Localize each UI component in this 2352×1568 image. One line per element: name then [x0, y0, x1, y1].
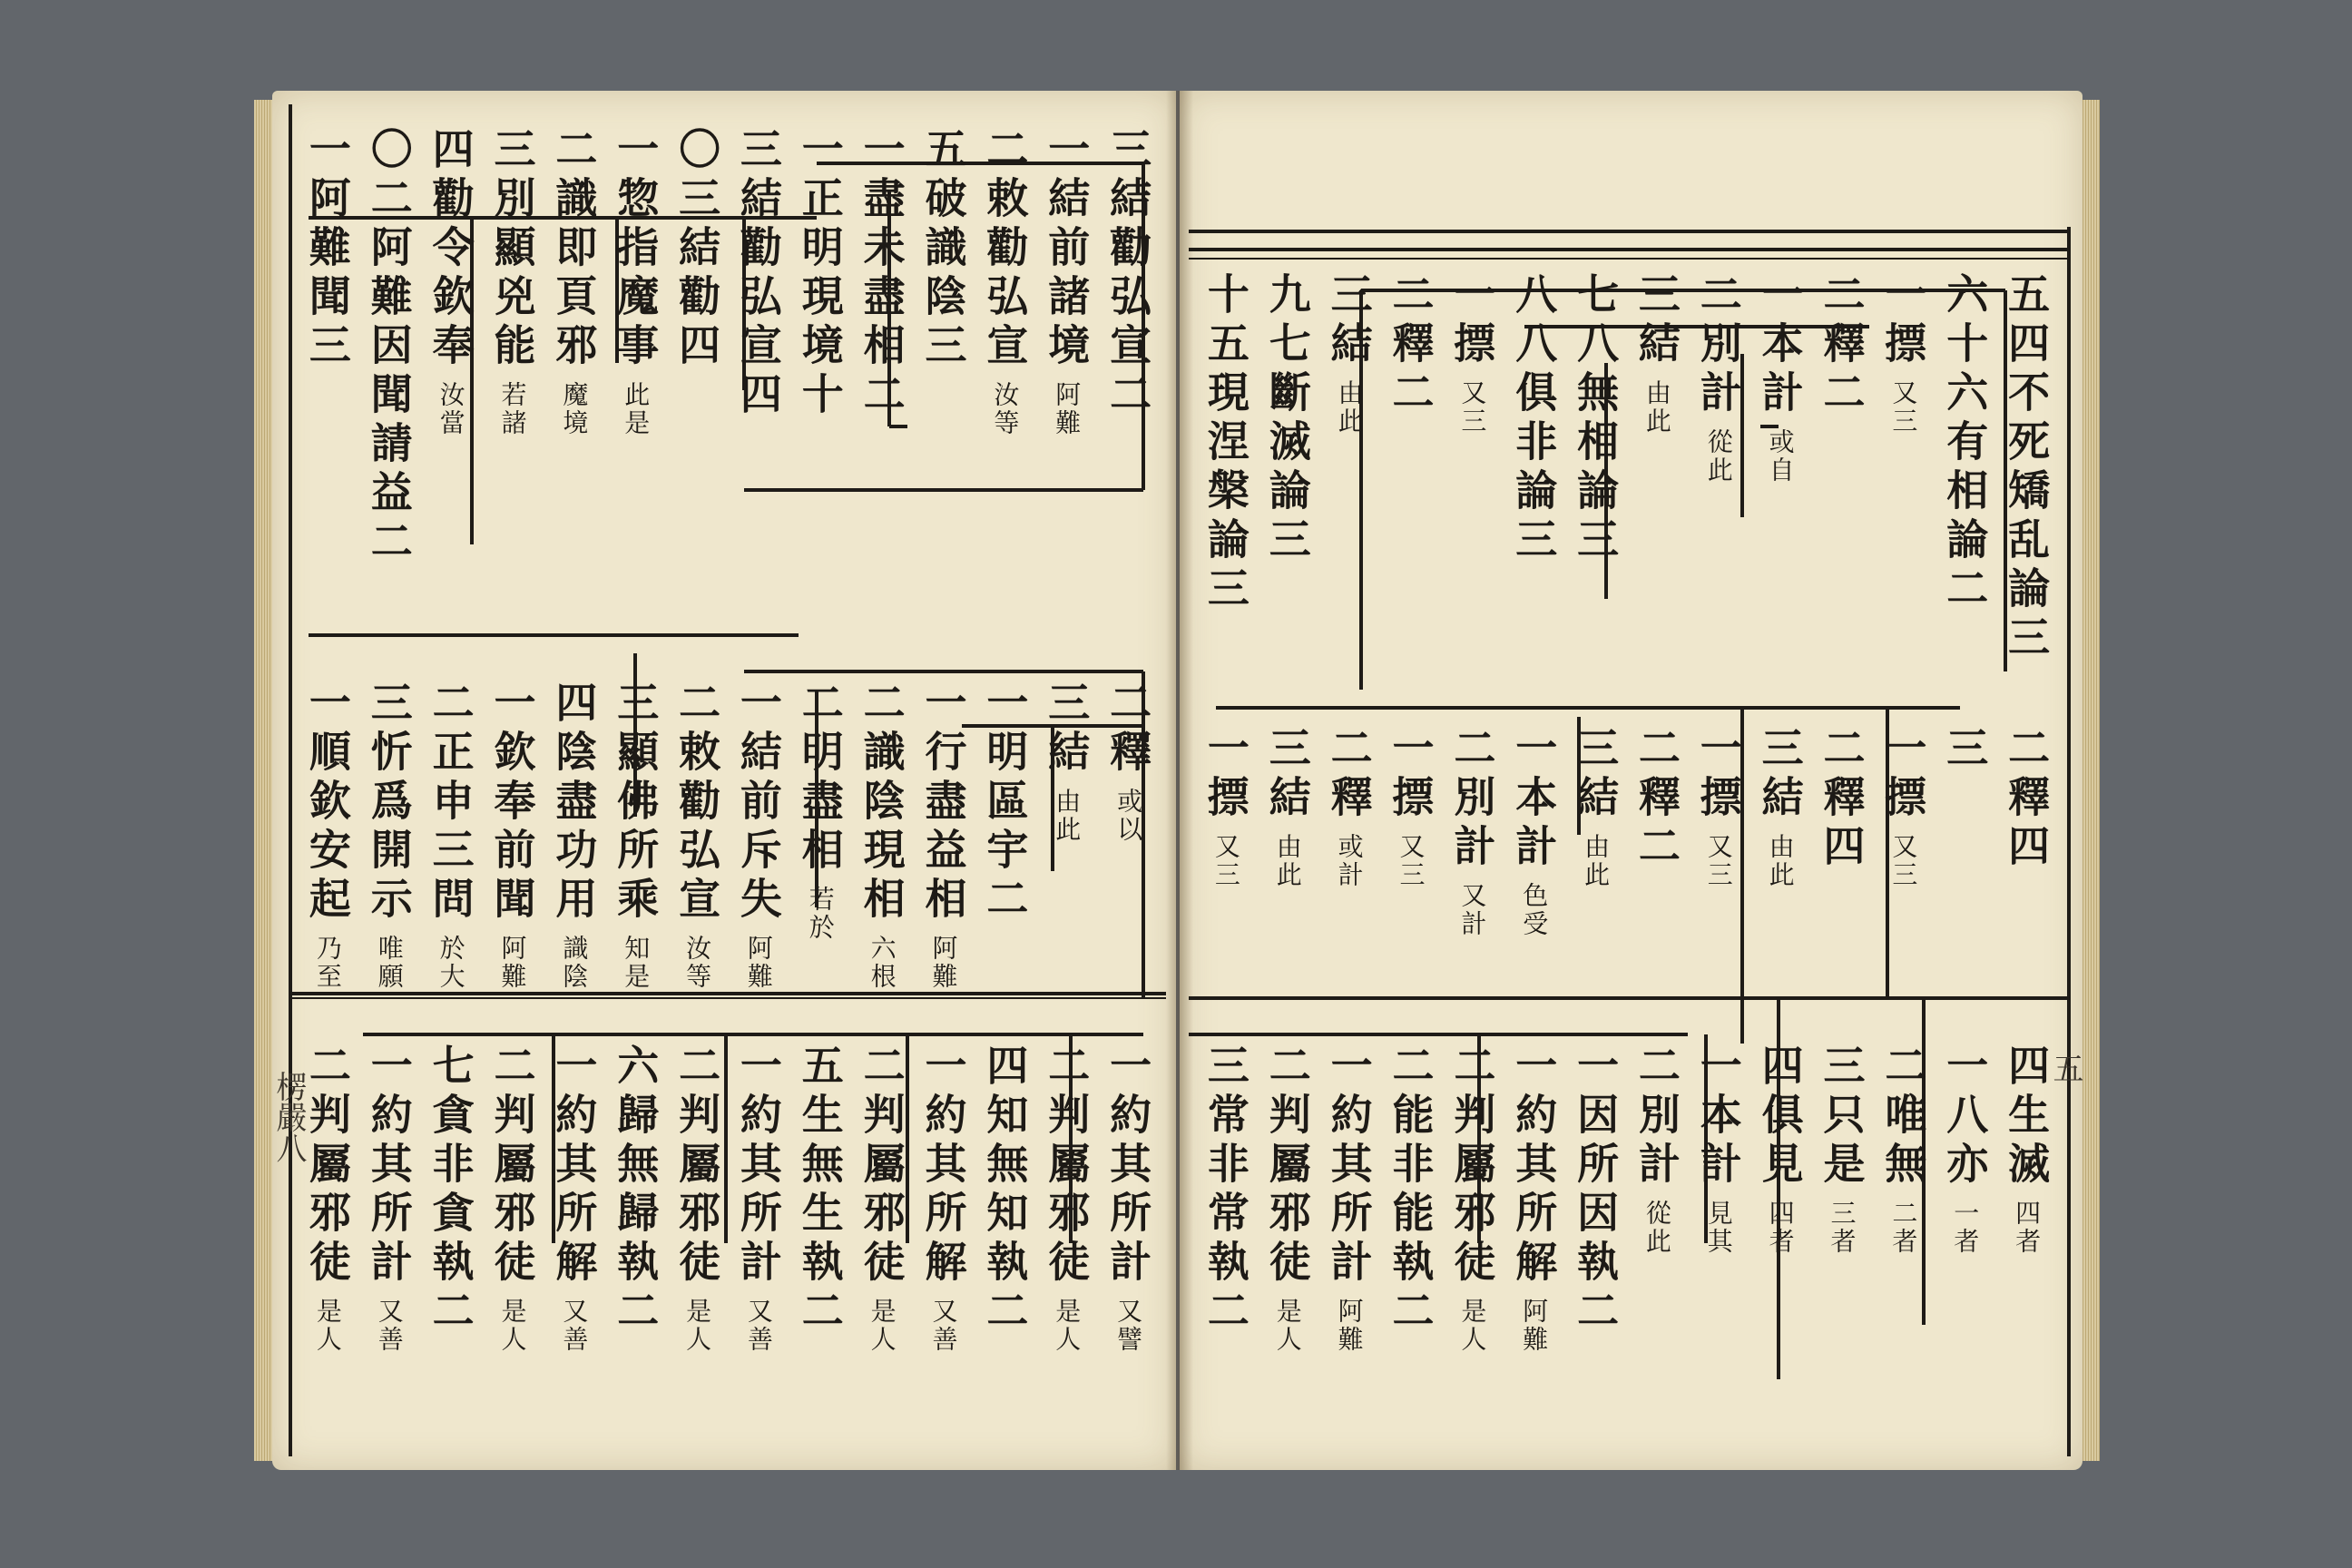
entry-note: 阿難: [1334, 1298, 1365, 1354]
entry-label: 十五現涅槃論三: [1200, 272, 1250, 615]
entry-label: 三結勸弘宣四: [733, 127, 783, 421]
left-top-entry-6: [733, 127, 783, 421]
left-folio-mark: 楞嚴八: [270, 1071, 307, 1163]
entry-label: 一本計: [1693, 1044, 1743, 1191]
right-bottom-entry-11: [1324, 1044, 1374, 1354]
entry-label: 二識即頁邪: [549, 127, 599, 372]
right-top-entry-3: [1817, 272, 1867, 419]
left-top-entry-10: [487, 127, 537, 437]
entry-label: 八八俱非論三: [1509, 272, 1559, 566]
right-bottom-entry-10: [1386, 1044, 1436, 1338]
entry-note: 若諸: [497, 381, 528, 437]
entry-label: 一本計: [1509, 726, 1559, 873]
entry-note: 或自: [1765, 428, 1796, 485]
entry-note: 此是: [621, 381, 652, 437]
entry-label: 二判屬邪徒: [1447, 1044, 1497, 1289]
entry-label: 一明區宇二: [980, 681, 1030, 926]
right-middle-entry-7: [1571, 726, 1621, 889]
entry-note: 汝當: [436, 381, 466, 437]
entry-label: 二判屬邪徒: [1262, 1044, 1312, 1289]
left-bottom-entry-9: [549, 1044, 599, 1354]
entry-label: 一約其所計: [364, 1044, 414, 1289]
left-top-entry-1: [1042, 127, 1092, 437]
right-bottom-entry-0: [2002, 1044, 2052, 1256]
entry-note: 由此: [1642, 379, 1672, 436]
right-middle-entry-0: [2002, 726, 2052, 873]
entry-note: 或計: [1334, 833, 1365, 889]
entry-label: 一約其所解: [918, 1044, 968, 1289]
entry-note: 阿難: [1052, 381, 1083, 437]
book-spread: [272, 91, 2087, 1470]
entry-label: 一摽: [1878, 726, 1928, 824]
entry-note: 又譬: [1113, 1298, 1144, 1354]
entry-label: 二釋四: [2002, 726, 2052, 873]
left-middle-entry-10: [487, 681, 537, 991]
entry-note: 又善: [928, 1298, 959, 1354]
entry-label: 二釋二: [1386, 272, 1436, 419]
left-middle-entry-0: [1103, 681, 1153, 844]
entry-label: 〇三結勸四: [672, 127, 722, 372]
left-top-entry-3: [918, 127, 968, 372]
entry-note: 從此: [1642, 1200, 1672, 1256]
right-middle-entry-3: [1817, 726, 1867, 873]
entry-label: 四俱見: [1755, 1044, 1805, 1191]
entry-label: 二敕勸弘宣: [980, 127, 1030, 372]
right-bottom-entry-3: [1817, 1044, 1867, 1256]
right-bottom-entry-4: [1755, 1044, 1805, 1256]
left-bottom-entry-6: [733, 1044, 783, 1354]
entry-note: 由此: [1052, 788, 1083, 844]
right-middle-entry-13: [1200, 726, 1250, 889]
entry-label: 三結: [1042, 681, 1092, 779]
right-middle-entry-9: [1447, 726, 1497, 938]
left-bottom-entry-4: [857, 1044, 906, 1354]
entry-note: 由此: [1765, 833, 1796, 889]
right-bottom-entry-2: [1878, 1044, 1928, 1256]
entry-label: 二釋二: [1817, 272, 1867, 419]
entry-label: 一摽: [1447, 272, 1497, 370]
left-bottom-entry-8: [611, 1044, 661, 1338]
right-bottom-entry-6: [1632, 1044, 1681, 1256]
entry-label: 二釋: [1324, 726, 1374, 824]
left-bottom-entry-0: [1103, 1044, 1153, 1354]
entry-note: 阿難: [497, 935, 528, 991]
entry-note: 六根: [867, 935, 897, 991]
entry-note: 唯願: [374, 935, 405, 991]
left-bottom-entry-13: [302, 1044, 352, 1354]
left-top-entry-4: [857, 127, 906, 421]
entry-note: 是人: [1272, 1298, 1303, 1354]
right-bottom-entry-7: [1571, 1044, 1621, 1338]
left-top-entry-8: [611, 127, 661, 437]
entry-label: 四生滅: [2002, 1044, 2052, 1191]
left-middle-entry-6: [733, 681, 783, 991]
entry-label: 二釋: [1103, 681, 1153, 779]
left-top-entry-13: [302, 127, 352, 372]
right-bottom-entry-12: [1262, 1044, 1312, 1354]
entry-label: 三結: [1755, 726, 1805, 824]
right-middle-entry-1: [1940, 726, 1990, 775]
entry-label: 二正申三問: [426, 681, 475, 926]
entry-label: 一約其所解: [549, 1044, 599, 1289]
left-middle-entry-11: [426, 681, 475, 991]
entry-label: 二判屬邪徒: [302, 1044, 352, 1289]
left-middle-entry-13: [302, 681, 352, 991]
left-top-entry-12: [364, 127, 414, 568]
entry-label: 五四不死矯乱論三: [2002, 272, 2052, 664]
right-top-entry-2: [1878, 272, 1928, 436]
entry-note: 又三: [1210, 833, 1241, 889]
right-middle-entry-2: [1878, 726, 1928, 889]
entry-note: 或以: [1113, 788, 1144, 844]
right-middle-entry-12: [1262, 726, 1312, 889]
entry-note: 色受: [1519, 882, 1550, 938]
entry-label: 三結: [1632, 272, 1681, 370]
left-bottom-entry-3: [918, 1044, 968, 1354]
left-bottom-entry-7: [672, 1044, 722, 1354]
left-bottom-entry-12: [364, 1044, 414, 1354]
entry-note: 是人: [1052, 1298, 1083, 1354]
left-top-entry-2: [980, 127, 1030, 437]
entry-note: 又計: [1457, 882, 1488, 938]
entry-label: 四勸令欽奉: [426, 127, 475, 372]
entry-label: 二別計: [1693, 272, 1743, 419]
entry-label: 一結前諸境: [1042, 127, 1092, 372]
right-top-entry-7: [1571, 272, 1621, 566]
entry-label: 二判屬邪徒: [487, 1044, 537, 1289]
right-middle-entry-4: [1755, 726, 1805, 889]
entry-label: 七八無相論三: [1571, 272, 1621, 566]
entry-label: 二判屬邪徒: [672, 1044, 722, 1289]
entry-label: 二釋四: [1817, 726, 1867, 873]
entry-label: 四陰盡功用: [549, 681, 599, 926]
left-middle-entry-12: [364, 681, 414, 991]
entry-note: 一者: [1950, 1200, 1981, 1256]
left-middle-entry-4: [857, 681, 906, 991]
entry-label: 一約其所解: [1509, 1044, 1559, 1289]
right-top-entry-10: [1386, 272, 1436, 419]
right-top-entry-12: [1262, 272, 1312, 566]
entry-note: 於大: [436, 935, 466, 991]
entry-label: 一摽: [1200, 726, 1250, 824]
entry-note: 汝等: [682, 935, 713, 991]
entry-note: 又三: [1888, 833, 1919, 889]
entry-note: 若於: [805, 886, 836, 942]
entry-label: 六十六有相論二: [1940, 272, 1990, 615]
left-top-entry-5: [795, 127, 845, 421]
entry-note: 四者: [2012, 1200, 2043, 1256]
entry-label: 一約其所計: [1324, 1044, 1374, 1289]
left-bottom-entry-10: [487, 1044, 537, 1354]
entry-note: 又三: [1396, 833, 1426, 889]
entry-note: 是人: [312, 1298, 343, 1354]
right-bottom-entry-8: [1509, 1044, 1559, 1354]
entry-label: 三常非常執二: [1200, 1044, 1250, 1338]
entry-label: 二判屬邪徒: [1042, 1044, 1092, 1289]
outline-bracket-lines: [272, 91, 2087, 1470]
right-folio-mark: 五: [2047, 1053, 2083, 1083]
right-middle-entry-11: [1324, 726, 1374, 889]
right-top-entry-13: [1200, 272, 1250, 615]
entry-label: 一約其所計: [1103, 1044, 1153, 1289]
left-bottom-entry-2: [980, 1044, 1030, 1338]
right-middle-entry-6: [1632, 726, 1681, 873]
entry-note: 四者: [1765, 1200, 1796, 1256]
entry-label: 三結勸弘宣二: [1103, 127, 1153, 421]
entry-label: 二識陰現相: [857, 681, 906, 926]
entry-label: 二敕勸弘宣: [672, 681, 722, 926]
entry-label: 二明盡相: [795, 681, 845, 877]
right-bottom-entry-9: [1447, 1044, 1497, 1354]
entry-note: 見其: [1703, 1200, 1734, 1256]
entry-note: 又三: [1703, 833, 1734, 889]
entry-label: 一正明現境十: [795, 127, 845, 421]
entry-note: 三者: [1827, 1200, 1857, 1256]
left-middle-entry-5: [795, 681, 845, 942]
left-top-entry-0: [1103, 127, 1153, 421]
entry-label: 一阿難聞三: [302, 127, 352, 372]
right-top-entry-0: [2002, 272, 2052, 664]
left-middle-entry-3: [918, 681, 968, 991]
entry-note: 從此: [1703, 428, 1734, 485]
left-bottom-entry-5: [795, 1044, 845, 1338]
entry-label: 三忻爲開示: [364, 681, 414, 926]
entry-label: 〇二阿難因聞請益二: [364, 127, 414, 568]
left-middle-entry-2: [980, 681, 1030, 926]
entry-label: 一摽: [1878, 272, 1928, 370]
entry-note: 又善: [374, 1298, 405, 1354]
entry-label: 六歸無歸執二: [611, 1044, 661, 1338]
entry-note: 汝等: [990, 381, 1021, 437]
entry-label: 二釋二: [1632, 726, 1681, 873]
left-top-entry-9: [549, 127, 599, 437]
entry-note: 由此: [1581, 833, 1612, 889]
entry-note: 是人: [1457, 1298, 1488, 1354]
entry-label: 一盡未盡相二: [857, 127, 906, 421]
entry-label: 二別計: [1632, 1044, 1681, 1191]
entry-label: 一順欽安起: [302, 681, 352, 926]
entry-note: 是人: [497, 1298, 528, 1354]
left-bottom-entry-11: [426, 1044, 475, 1338]
entry-label: 七貪非貪執二: [426, 1044, 475, 1338]
entry-note: 魔境: [559, 381, 590, 437]
entry-label: 一結前斥失: [733, 681, 783, 926]
entry-note: 又三: [1888, 379, 1919, 436]
entry-label: 五破識陰三: [918, 127, 968, 372]
entry-label: 四知無知執二: [980, 1044, 1030, 1338]
entry-label: 二別計: [1447, 726, 1497, 873]
right-top-entry-8: [1509, 272, 1559, 566]
entry-note: 由此: [1334, 379, 1365, 436]
entry-label: 二唯無: [1878, 1044, 1928, 1191]
right-top-entry-9: [1447, 272, 1497, 436]
entry-note: 乃至: [312, 935, 343, 991]
entry-note: 又善: [743, 1298, 774, 1354]
left-middle-entry-9: [549, 681, 599, 991]
right-middle-entry-8: [1509, 726, 1559, 938]
entry-label: 三別顯兇能: [487, 127, 537, 372]
right-middle-entry-10: [1386, 726, 1436, 889]
right-top-entry-5: [1693, 272, 1743, 485]
left-top-entry-11: [426, 127, 475, 437]
entry-label: 九七斷滅論三: [1262, 272, 1312, 566]
entry-label: 三結: [1571, 726, 1621, 824]
entry-note: 二者: [1888, 1200, 1919, 1256]
entry-label: 二能非能執二: [1386, 1044, 1436, 1338]
entry-label: 一欽奉前聞: [487, 681, 537, 926]
left-bottom-entry-1: [1042, 1044, 1092, 1354]
left-middle-entry-7: [672, 681, 722, 991]
entry-label: 三: [1940, 726, 1990, 775]
left-middle-entry-1: [1042, 681, 1092, 844]
entry-label: 二判屬邪徒: [857, 1044, 906, 1289]
right-top-entry-11: [1324, 272, 1374, 436]
entry-note: 識陰: [559, 935, 590, 991]
entry-note: 由此: [1272, 833, 1303, 889]
right-bottom-entry-13: [1200, 1044, 1250, 1338]
right-middle-entry-5: [1693, 726, 1743, 889]
entry-note: 是人: [682, 1298, 713, 1354]
entry-note: 又三: [1457, 379, 1488, 436]
entry-label: 五生無生執二: [795, 1044, 845, 1338]
right-top-entry-1: [1940, 272, 1990, 615]
entry-label: 一約其所計: [733, 1044, 783, 1289]
entry-label: 一摽: [1693, 726, 1743, 824]
entry-label: 三只是: [1817, 1044, 1867, 1191]
entry-label: 三結: [1262, 726, 1312, 824]
entry-label: 一本計: [1755, 272, 1805, 419]
left-top-entry-7: [672, 127, 722, 372]
entry-label: 一行盡益相: [918, 681, 968, 926]
right-top-entry-6: [1632, 272, 1681, 436]
entry-label: 三結: [1324, 272, 1374, 370]
entry-note: 又善: [559, 1298, 590, 1354]
right-bottom-entry-1: [1940, 1044, 1990, 1256]
entry-note: 阿難: [1519, 1298, 1550, 1354]
entry-note: 阿難: [743, 935, 774, 991]
entry-label: 一八亦: [1940, 1044, 1990, 1191]
entry-label: 一因所因執二: [1571, 1044, 1621, 1338]
entry-note: 阿難: [928, 935, 959, 991]
right-top-entry-4: [1755, 272, 1805, 485]
left-middle-entry-8: [611, 681, 661, 991]
entry-note: 知是: [621, 935, 652, 991]
right-bottom-entry-5: [1693, 1044, 1743, 1256]
entry-label: 一惣指魔事: [611, 127, 661, 372]
entry-note: 是人: [867, 1298, 897, 1354]
entry-label: 三顯佛所乘: [611, 681, 661, 926]
entry-label: 一摽: [1386, 726, 1436, 824]
